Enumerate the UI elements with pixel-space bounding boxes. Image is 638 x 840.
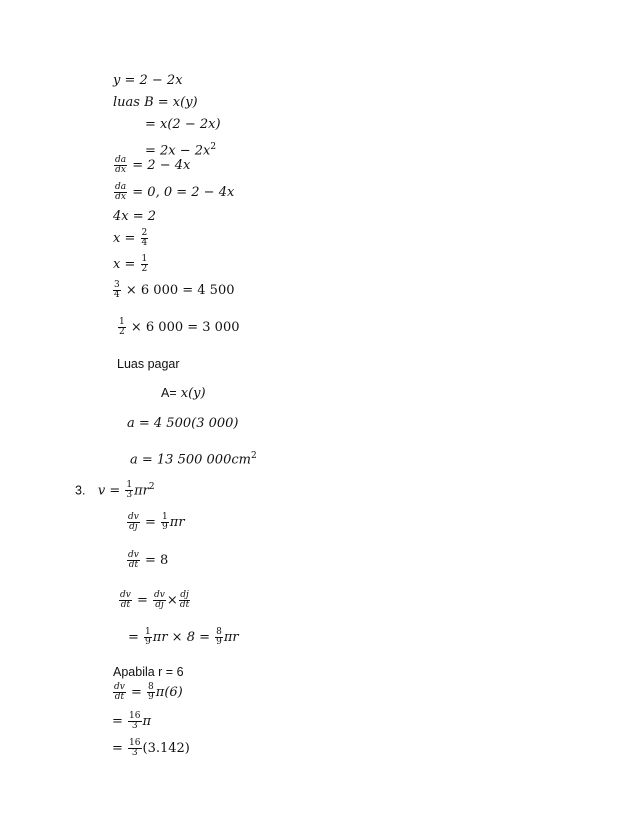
eq-derivative: $\frac{da}{dx}$ = 2 − 4x [115, 155, 191, 175]
eq-sixteen-thirds-value: = $\frac{16}{3}$ (3.142) [112, 738, 190, 758]
question-3: 3. v = $\frac{1}{3}$ $\pi r^2$ [75, 480, 155, 501]
eq-derivative-zero: $\frac{da}{dx}$ = 0, 0 = 2 − 4x [115, 182, 235, 202]
eq-luas-b-expand: = x(2 − 2x) [145, 117, 221, 132]
eq-x-half: x = $\frac{1}{2}$ [113, 254, 148, 274]
eq-a-result: a = 13 500 $000cm^2$ [130, 451, 257, 468]
eq-dv-dt: $\frac{dv}{dt}$ = 8 [128, 550, 169, 570]
eq-half-6000: $\frac{1}{2}$ × 6 000 = 3 000 [119, 317, 240, 337]
fraction-1-2: $\frac{1}{2}$ [141, 254, 148, 274]
eq-y: y = 2 − 2x [113, 73, 183, 88]
label-luas-pagar: Luas pagar [117, 357, 180, 371]
fraction-dv-dj: $\frac{dv}{dj}$ [128, 512, 139, 532]
fraction-2-4: $\frac{2}{4}$ [141, 228, 148, 248]
fraction-8-9: $\frac{8}{9}$ [216, 627, 222, 647]
eq-sixteen-thirds-pi: = $\frac{16}{3}$ π [112, 711, 152, 731]
fraction-1-9: $\frac{1}{9}$ [145, 627, 151, 647]
fraction-16-3: $\frac{16}{3}$ [129, 738, 141, 758]
fraction-16-3: $\frac{16}{3}$ [129, 711, 141, 731]
eq-substitute-r: $\frac{dv}{dt}$ = $\frac{8}{9}$ π(6) [114, 682, 183, 702]
label-apabila: Apabila r = 6 [113, 665, 184, 679]
eq-a-xy: A= x(y) [161, 386, 206, 401]
eq-dv-dj: $\frac{dv}{dj}$ = $\frac{1}{9}$ πr [128, 512, 185, 532]
fraction-8-9: $\frac{8}{9}$ [148, 682, 154, 702]
eq-x-two-quarters: x = $\frac{2}{4}$ [113, 228, 148, 248]
fraction-dv-dt: $\frac{dv}{dt}$ [120, 590, 131, 610]
fraction-da-dx: $\frac{da}{dx}$ [115, 182, 127, 202]
fraction-dv-dj: $\frac{dv}{dj}$ [154, 590, 165, 610]
eq-a-product: a = 4 500(3 000) [127, 416, 239, 431]
fraction-3-4: $\frac{3}{4}$ [114, 280, 120, 300]
fraction-1-2: $\frac{1}{2}$ [119, 317, 125, 337]
fraction-dj-dt: $\frac{dj}{dt}$ [179, 590, 190, 610]
fraction-dv-dt: $\frac{dv}{dt}$ [114, 682, 125, 702]
eq-chain-rule: $\frac{dv}{dt}$ = $\frac{dv}{dj}$ × $\frac{dj}{dt}$ [120, 590, 190, 610]
fraction-1-3: $\frac{1}{3}$ [126, 480, 133, 501]
eq-luas-b: luas B = x(y) [113, 95, 198, 110]
fraction-1-9: $\frac{1}{9}$ [162, 512, 168, 532]
eq-chain-result: = $\frac{1}{9}$ πr × 8 = $\frac{8}{9}$ πr [128, 627, 239, 647]
eq-three-quarters-6000: $\frac{3}{4}$ × 6 000 = 4 500 [114, 280, 235, 300]
eq-luas-b-simplified: = $2x - 2x^2$ [145, 142, 217, 159]
fraction-dv-dt: $\frac{dv}{dt}$ [128, 550, 139, 570]
fraction-da-dx: $\frac{da}{dx}$ [115, 155, 127, 175]
eq-4x: 4x = 2 [113, 209, 157, 224]
